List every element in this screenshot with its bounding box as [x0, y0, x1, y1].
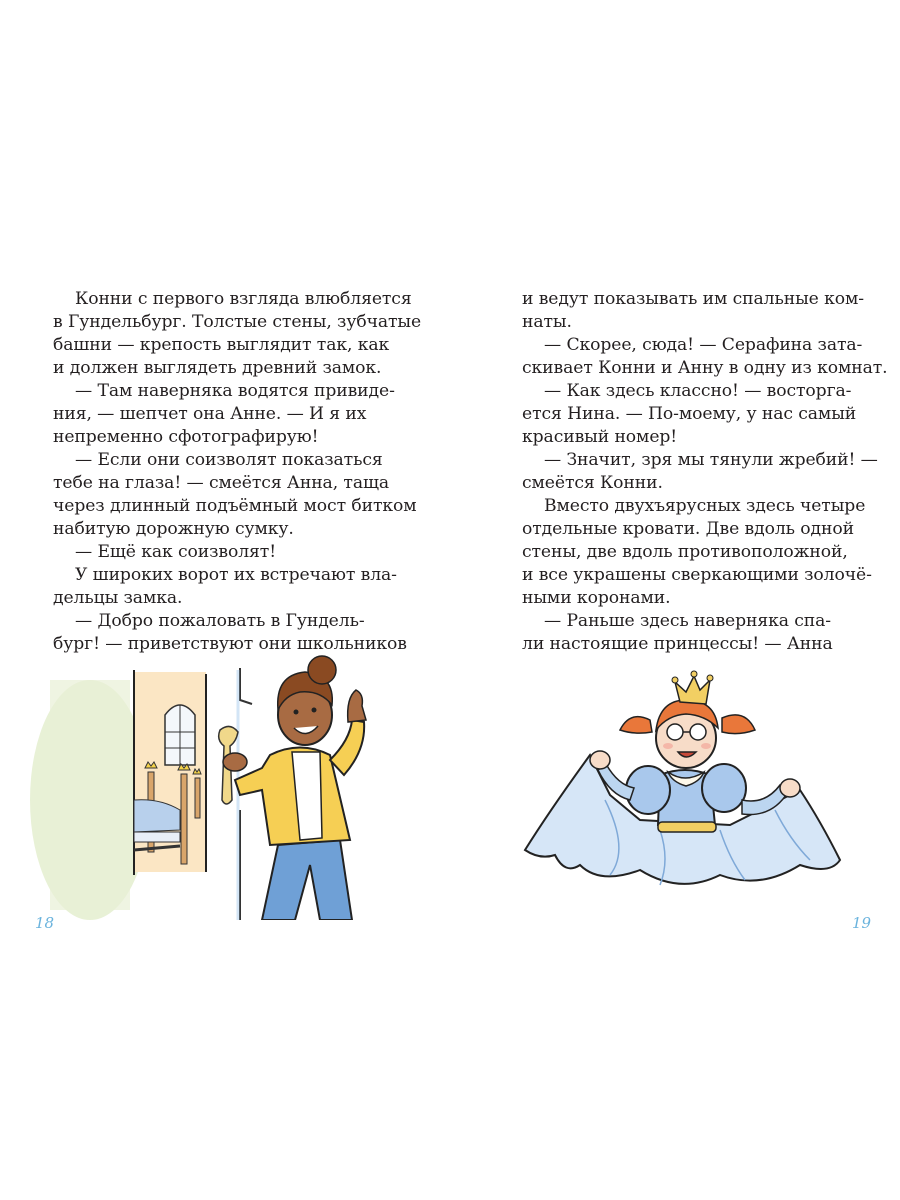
text-line: ными коронами.	[522, 588, 671, 608]
text-line: наты.	[522, 312, 572, 332]
girl-opening-door-illustration	[30, 650, 370, 920]
text-line: ния, — шепчет она Анне. — И я их	[53, 404, 367, 424]
text-line: в Гундельбург. Толстые стены, зубчатые	[53, 312, 422, 332]
left-page-text	[53, 288, 422, 656]
text-line: Вместо двухъярусных здесь четыре	[544, 496, 866, 516]
text-line: и ведут показывать им спальные ком-	[522, 289, 864, 309]
text-line: красивый номер!	[522, 427, 678, 447]
text-line: ли настоящие принцессы! — Анна	[522, 634, 833, 654]
text-line: скивает Конни и Анну в одну из комнат.	[522, 358, 888, 378]
text-line: смеётся Конни.	[522, 473, 663, 493]
text-line: — Добро пожаловать в Гундель-	[75, 611, 365, 631]
text-line: У широких ворот их встречают вла-	[75, 565, 397, 585]
right-page	[450, 0, 900, 1200]
text-line: через длинный подъёмный мост битком	[53, 496, 417, 516]
text-line: башни — крепость выглядит так, как	[53, 335, 390, 355]
page-number: 19	[852, 914, 872, 932]
text-line: непременно сфотографирую!	[53, 427, 319, 447]
text-line: — Значит, зря мы тянули жребий! —	[544, 450, 878, 470]
page-number: 18	[35, 914, 55, 932]
text-line: и должен выглядеть древний замок.	[53, 358, 382, 378]
text-line: Конни с первого взгляда влюбляется	[75, 289, 412, 309]
text-line: бург! — приветствуют они школьников	[53, 634, 407, 654]
text-line: ется Нина. — По-моему, у нас самый	[522, 404, 857, 424]
text-line: отдельные кровати. Две вдоль одной	[522, 519, 854, 539]
text-line: тебе на глаза! — смеётся Анна, таща	[53, 473, 390, 493]
text-line: — Там наверняка водятся привиде-	[75, 381, 395, 401]
text-line: и все украшены сверкающими золочё-	[522, 565, 872, 585]
text-line: дельцы замка.	[53, 588, 183, 608]
text-line: набитую дорожную сумку.	[53, 519, 294, 539]
princess-girl-illustration	[510, 660, 850, 900]
text-line: — Если они соизволят показаться	[75, 450, 383, 470]
text-line: — Ещё как соизволят!	[75, 542, 277, 562]
text-line: — Скорее, сюда! — Серафина зата-	[544, 335, 863, 355]
text-line: — Раньше здесь наверняка спа-	[544, 611, 832, 631]
text-line: стены, две вдоль противоположной,	[522, 542, 848, 562]
text-line: — Как здесь классно! — восторга-	[544, 381, 852, 401]
right-page-text	[522, 288, 888, 656]
